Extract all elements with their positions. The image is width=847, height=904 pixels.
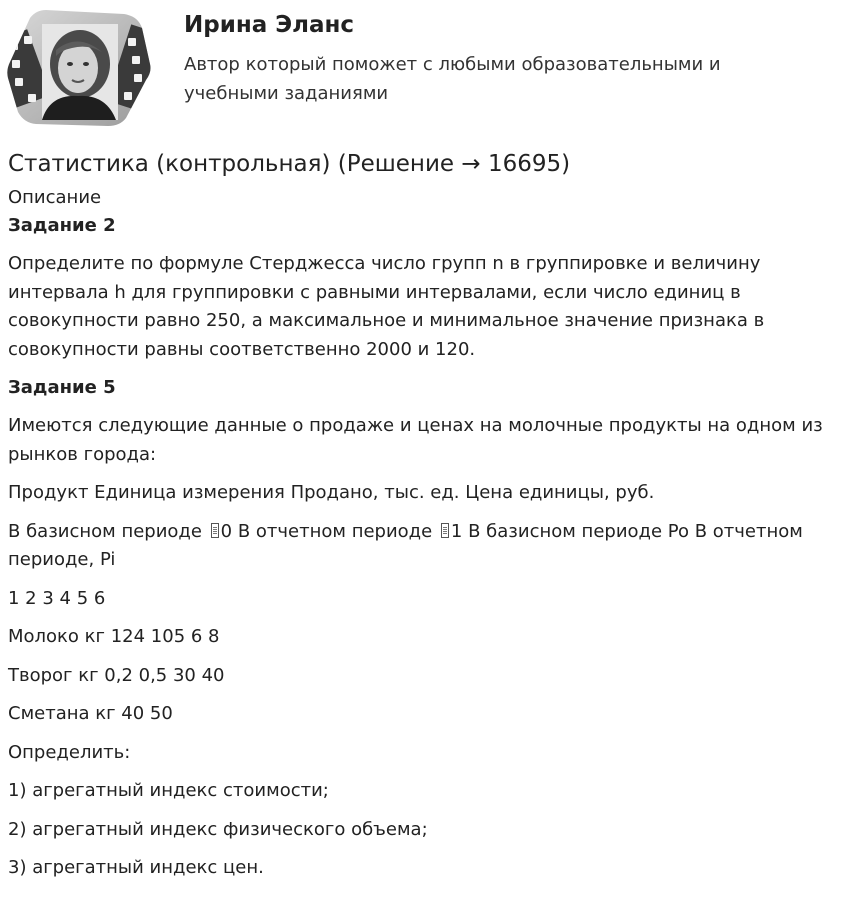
author-header <box>0 0 847 130</box>
period-line <box>8 518 842 575</box>
period-line-part-3: 1 В базисном периоде Po В отчетном периоде, Pi <box>8 520 803 570</box>
task-5-intro: Имеются следующие данные о продаже и ценах на молочные продукты на одном из рынков города: <box>8 415 823 465</box>
data-row-sour-cream: Сметана кг 40 50 <box>8 703 173 724</box>
period-line-part-1: В базисном периоде <box>8 520 208 542</box>
data-row-cottage-cheese: Творог кг 0,2 0,5 30 40 <box>8 664 225 686</box>
determine-label: Определить: <box>8 741 131 763</box>
avatar[interactable] <box>6 8 152 128</box>
missing-glyph-icon <box>211 523 219 538</box>
task-2-heading: Задание 2 <box>8 215 116 236</box>
missing-glyph-icon <box>441 523 449 538</box>
author-name[interactable]: Ирина Эланс <box>184 12 355 38</box>
main-content <box>8 146 842 893</box>
question-item-1: 1) агрегатный индекс стоимости; <box>8 780 329 801</box>
column-numbers-line: 1 2 3 4 5 6 <box>8 587 106 609</box>
author-avatar-image <box>6 8 152 128</box>
data-row-milk: Молоко кг 124 105 6 8 <box>8 626 220 647</box>
question-item-2: 2) агрегатный индекс физического объема; <box>8 818 428 840</box>
page-title: Статистика (контрольная) (Решение → 16695) <box>8 151 571 177</box>
description-label: Описание <box>8 187 102 208</box>
table-header-line: Продукт Единица измерения Продано, тыс. ед. Цена единицы, руб. <box>8 482 655 503</box>
question-item-3: 3) агрегатный индекс цен. <box>8 857 264 878</box>
author-description: Автор который поможет с любыми образовательными и учебными заданиями <box>184 54 721 104</box>
task-2-text: Определите по формуле Стерджесса число групп n в группировке и величину интервала h для группировки с равными интервалами, если число единиц в совокупности равно 250, а максимальное и минимальное значение признака в совокупности равны соответственно 2000 и 120. <box>8 253 765 360</box>
task-5-heading: Задание 5 <box>8 377 116 398</box>
period-line-part-2: 0 В отчетном периоде <box>220 520 438 542</box>
